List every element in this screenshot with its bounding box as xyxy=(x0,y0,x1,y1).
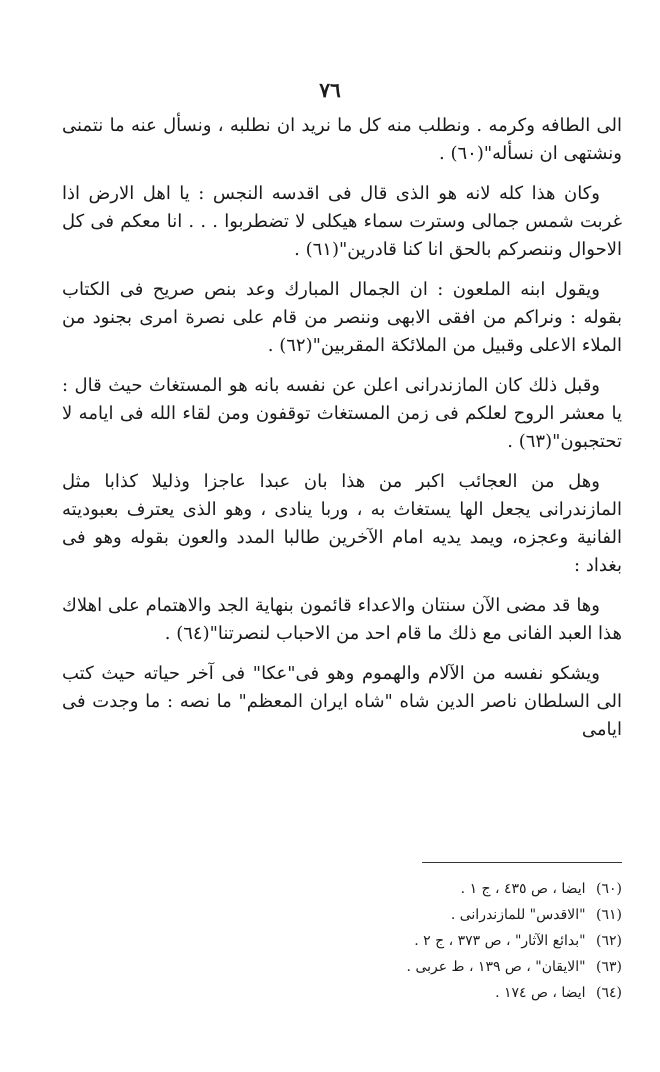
footnote-text: "بدائع الآثار" ، ص ٣٧٣ ، ج ٢ . xyxy=(414,933,586,949)
footnote xyxy=(62,954,622,980)
footnote-text: "الاقدس" للمازندرانى . xyxy=(450,907,586,923)
footnote-text: "الايقان" ، ص ١٣٩ ، ط عربى . xyxy=(406,959,586,975)
footnote-text: ايضا ، ص ٤٣٥ ، ج ١ . xyxy=(460,881,586,897)
footnote-number: (٦٤) xyxy=(596,985,622,1001)
footnote xyxy=(62,876,622,902)
footnote-number: (٦١) xyxy=(596,907,622,923)
footnote-divider xyxy=(422,862,622,863)
footnote xyxy=(62,928,622,954)
footnote xyxy=(62,902,622,928)
page-number: ٧٦ xyxy=(319,78,341,102)
paragraph: وقبل ذلك كان المازندرانى اعلن عن نفسه بانه هو المستغاث حيث قال : يا معشر الروح لعلكم فى زمن المستغاث توقفون ومن لقاء الله فى ايامه لا تحتجبون"(٦٣) . xyxy=(62,375,622,452)
footnotes xyxy=(62,876,622,1006)
footnote-text: ايضا ، ص ١٧٤ . xyxy=(495,985,586,1001)
paragraph: الى الطافه وكرمه . ونطلب منه كل ما نريد ان نطلبه ، ونسأل عنه ما نتمنى ونشتهى ان نسأله"(٦٠) . xyxy=(62,115,622,164)
footnote xyxy=(62,980,622,1006)
paragraph: وها قد مضى الآن سنتان والاعداء قائمون بنهاية الجد والاهتمام على اهلاك هذا العبد الفانى مع ذلك ما قام احد من الاحباب لنصرتنا"(٦٤) . xyxy=(62,595,622,644)
footnote-number: (٦٠) xyxy=(596,881,622,897)
paragraph: وكان هذا كله لانه هو الذى قال فى اقدسه النجس : يا اهل الارض اذا غربت شمس جمالى وسترت سماء هيكلى لا تضطربوا . . . انا معكم فى كل الاحوال وننصركم بالحق انا كنا قادرين"(٦١) . xyxy=(62,183,622,260)
paragraph: وهل من العجائب اكبر من هذا بان عبدا عاجزا وذليلا كذابا مثل المازندرانى يجعل الها يستغاث به ، وربا ينادى ، وهو الذى يعترف بعبوديته الفانية وعجزه، ويمد يديه امام الآخرين طالبا المدد والعون بقوله وهو فى بغداد : xyxy=(62,471,622,576)
paragraph: ويشكو نفسه من الآلام والهموم وهو فى"عكا" فى آخر حياته حيث كتب الى السلطان ناصر الدين شاه "شاه ايران المعظم" ما نصه : ما وجدت فى ايامى xyxy=(62,663,622,740)
footnote-number: (٦٣) xyxy=(596,959,622,975)
footnote-number: (٦٢) xyxy=(596,933,622,949)
paragraph: ويقول ابنه الملعون : ان الجمال المبارك وعد بنص صريح فى الكتاب بقوله : ونراكم من افقى الابهى وننصر من قام على نصرة امرى بجنود من الملاء الاعلى وقبيل من الملائكة المقربين"(٦٢) . xyxy=(62,279,622,356)
main-text xyxy=(62,112,622,756)
